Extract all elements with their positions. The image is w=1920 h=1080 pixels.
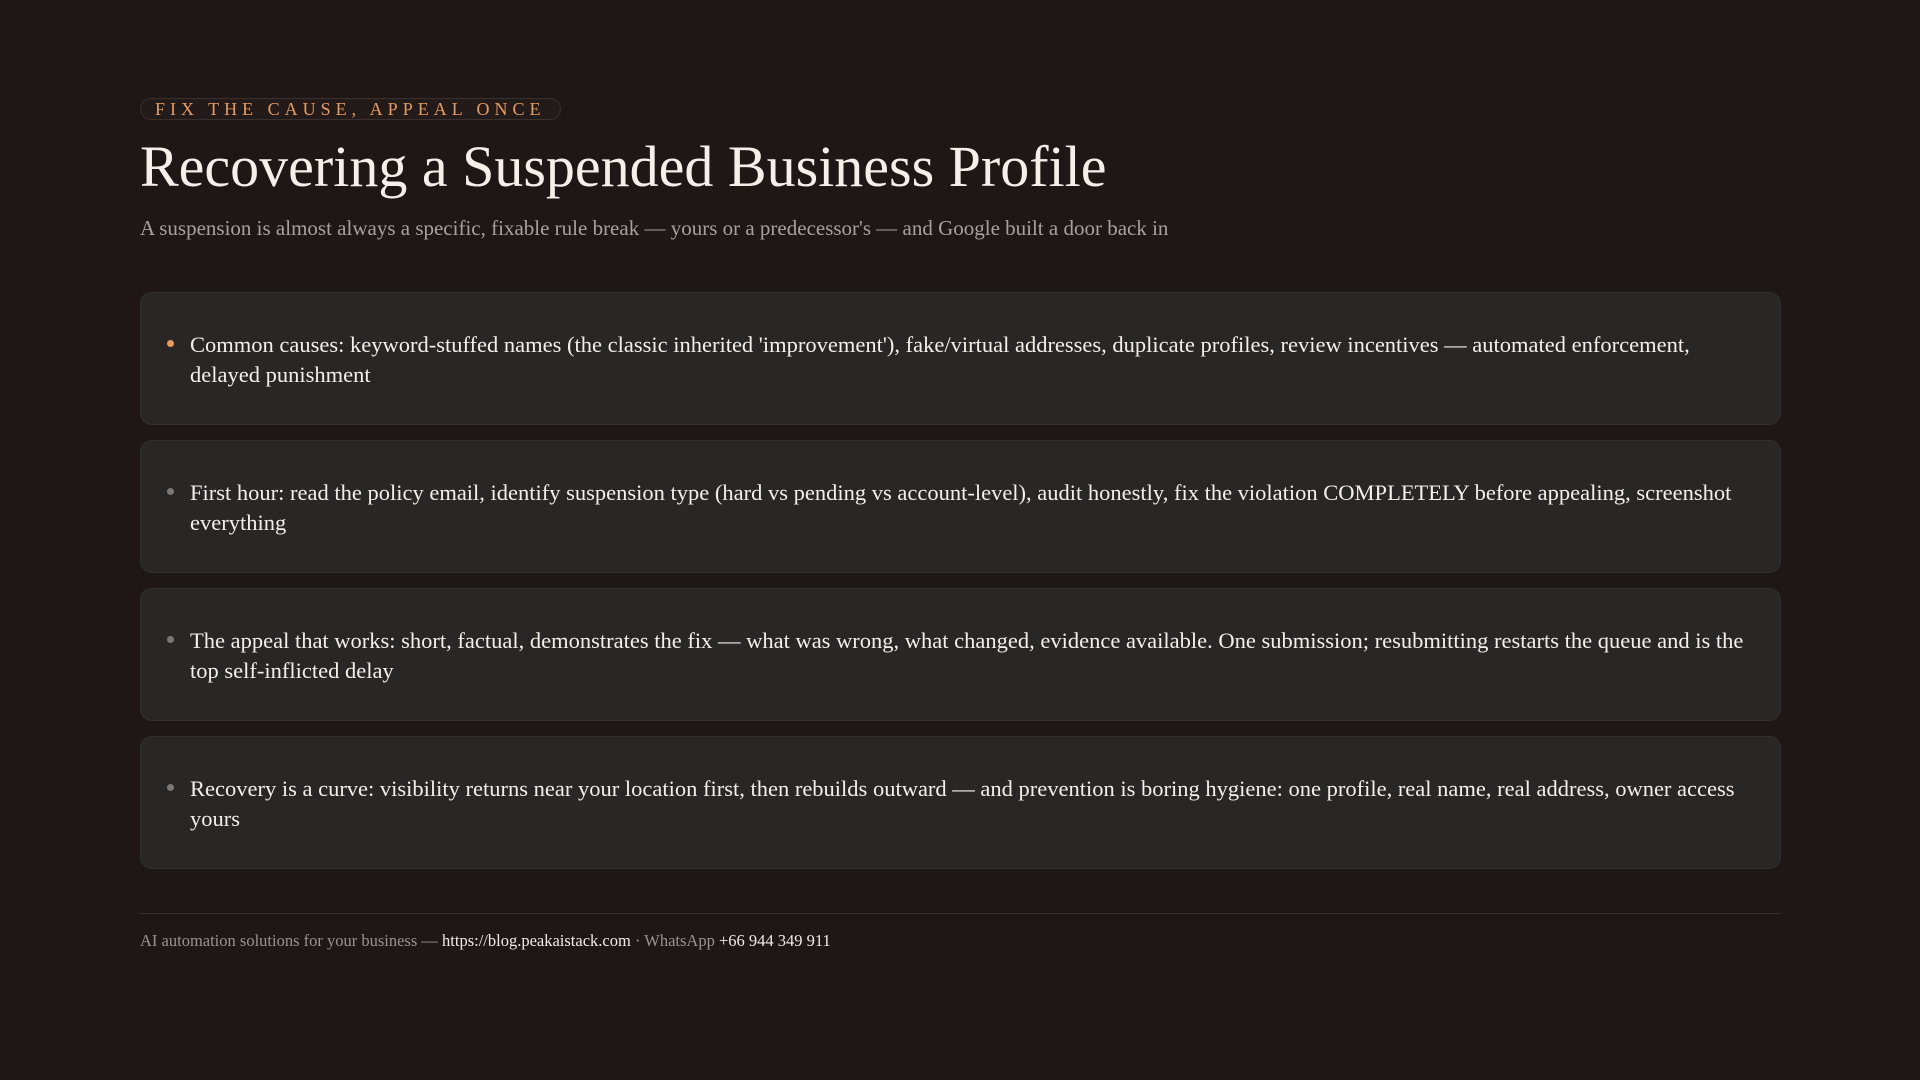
bullet-dot-icon xyxy=(167,488,174,495)
footer-url-link[interactable]: https://blog.peakaistack.com xyxy=(442,931,631,950)
point-card xyxy=(140,736,1781,869)
footer-prefix: AI automation solutions for your business — xyxy=(140,931,443,950)
point-text: Recovery is a curve: visibility returns near your location first, then rebuilds outward — and prevention is boring hygiene: one profile, real name, real address, owner access yours xyxy=(190,776,1735,831)
point-card xyxy=(140,292,1781,425)
slide xyxy=(140,98,1780,952)
bullet-dot-icon xyxy=(167,784,174,791)
eyebrow-tag: FIX THE CAUSE, APPEAL ONCE xyxy=(140,98,561,120)
footer xyxy=(140,930,1780,952)
footer-divider xyxy=(140,913,1780,914)
footer-phone: +66 944 349 911 xyxy=(718,931,831,950)
points-list xyxy=(140,292,1780,869)
page-title: Recovering a Suspended Business Profile xyxy=(140,134,1107,199)
point-text: Common causes: keyword-stuffed names (the classic inherited 'improvement'), fake/virtual addresses, duplicate profiles, review incentives — automated enforcement, delayed punishment xyxy=(190,332,1690,387)
point-text: First hour: read the policy email, identify suspension type (hard vs pending vs account-level), audit honestly, fix the violation COMPLETELY before appealing, screenshot everything xyxy=(190,480,1732,535)
bullet-dot-icon xyxy=(167,636,174,643)
point-text: The appeal that works: short, factual, demonstrates the fix — what was wrong, what changed, evidence available. One submission; resubmitting restarts the queue and is the top self-inflicted delay xyxy=(190,628,1744,683)
footer-separator: · WhatsApp xyxy=(630,931,719,950)
point-card xyxy=(140,588,1781,721)
point-card xyxy=(140,440,1781,573)
page-subtitle: A suspension is almost always a specific, fixable rule break — yours or a predecessor's — and Google built a door back in xyxy=(140,216,1169,240)
bullet-dot-icon xyxy=(167,340,174,347)
